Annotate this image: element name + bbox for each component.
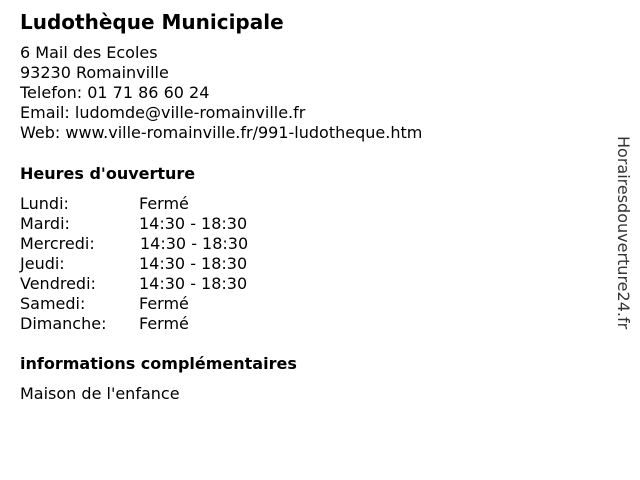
street-address: 6 Mail des Ecoles [20,43,158,62]
opening-hours-table [20,194,320,334]
hours-value: Fermé [139,294,189,313]
hours-row-friday [20,274,320,294]
day-label: Dimanche: [20,314,107,333]
additional-info-text: Maison de l'enfance [20,384,180,403]
hours-value: 14:30 - 18:30 [139,274,248,293]
hours-value: 14:30 - 18:30 [140,234,249,253]
hours-row-tuesday [20,214,320,234]
day-label: Jeudi: [20,254,65,273]
hours-row-wednesday [20,234,320,254]
day-label: Samedi: [20,294,86,313]
hours-row-saturday [20,294,320,314]
additional-info-heading: informations complémentaires [20,354,297,373]
hours-row-monday [20,194,320,214]
hours-row-sunday [20,314,320,334]
day-label: Lundi: [20,194,69,213]
hours-value: 14:30 - 18:30 [139,254,248,273]
phone-number: Telefon: 01 71 86 60 24 [20,83,210,102]
address-block [20,43,422,143]
hours-row-thursday [20,254,320,274]
page-title: Ludothèque Municipale [20,10,284,34]
opening-hours-heading: Heures d'ouverture [20,164,196,183]
day-label: Vendredi: [20,274,96,293]
hours-value: 14:30 - 18:30 [139,214,248,233]
website-address: Web: www.ville-romainville.fr/991-ludotheque.htm [20,123,423,142]
hours-value: Fermé [139,314,189,333]
city-address: 93230 Romainville [20,63,169,82]
day-label: Mardi: [20,214,70,233]
email-address: Email: ludomde@ville-romainville.fr [20,103,306,122]
day-label: Mercredi: [20,234,95,253]
site-watermark: Horairesdouverture24.fr [614,136,633,330]
hours-value: Fermé [139,194,189,213]
